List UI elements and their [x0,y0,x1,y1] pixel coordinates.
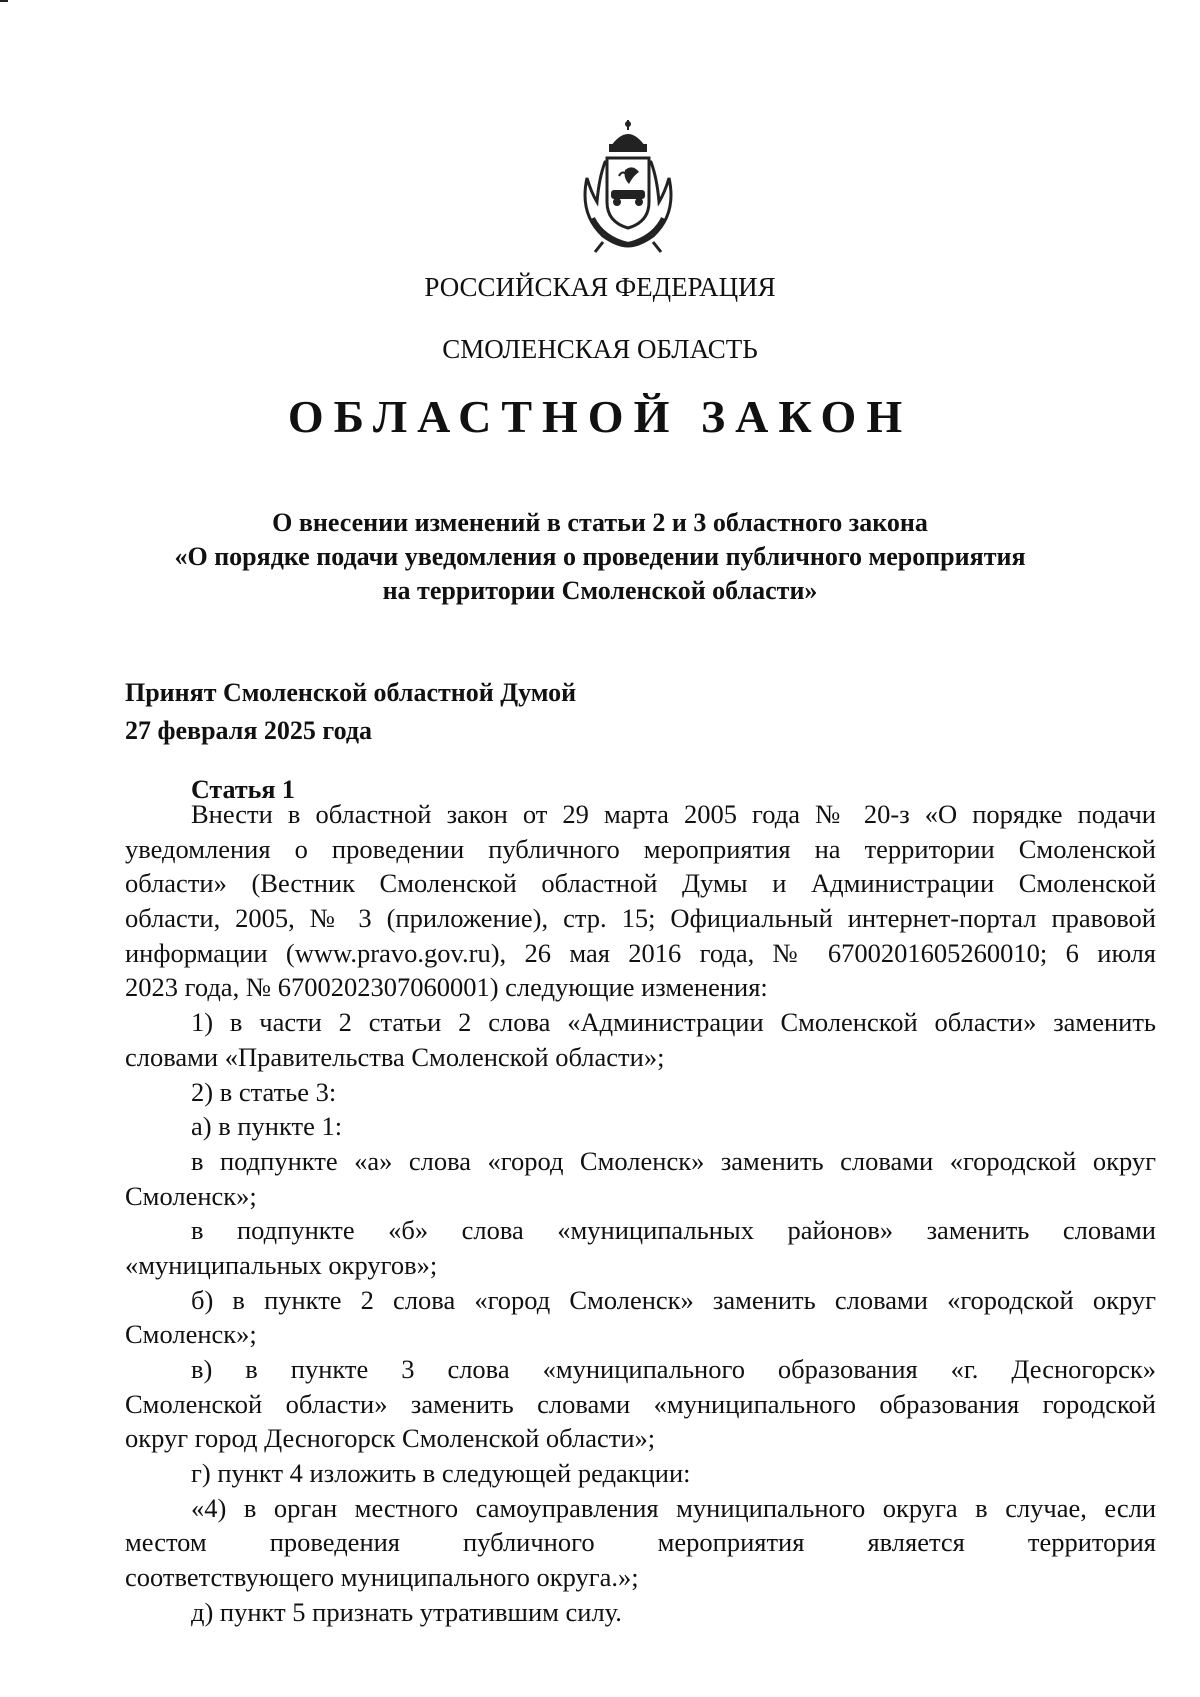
text-line: Внести в областной закон от 29 марта 2005 года № 20-з «О порядке подачи [191,799,1156,829]
text-line: уведомления о проведении публичного мероприятия на территории Смоленской [125,833,1156,864]
text-line: информации (www.pravo.gov.ru), 26 мая 2016 года, № 6700201605260010; 6 июля [125,937,1156,968]
coat-of-arms-icon [573,118,683,254]
text-line: 1) в части 2 статьи 2 слова «Администрации Смоленской области» заменить [191,1007,1156,1038]
country-name: РОССИЙСКАЯ ФЕДЕРАЦИЯ [424,272,776,302]
text-line: в подпункте «б» слова «муниципальных районов» заменить словами [191,1215,1156,1246]
adoption-info [125,674,576,750]
text-line: 2023 года, № 6700202307060001) следующие изменения: [125,972,768,1003]
law-subject [0,506,1200,608]
text-line: области» (Вестник Смоленской областной Думы и Администрации Смоленской [125,868,1156,899]
text-line: округ город Десногорск Смоленской области»; [125,1423,656,1454]
text-line: 2) в статье 3: [191,1076,337,1107]
subject-line: О внесении изменений в статьи 2 и 3 областного закона [272,508,928,537]
scan-mark [0,0,8,2]
text-line: «муниципальных округов»; [125,1249,438,1280]
subject-line: «О порядке подачи уведомления о проведении публичного мероприятия [174,542,1026,571]
text-line: Смоленской области» заменить словами «муниципального образования городской [125,1388,1156,1419]
text-line: в подпункте «а» слова «город Смоленск» заменить словами «городской округ [191,1145,1156,1176]
text-line: а) в пункте 1: [191,1111,343,1142]
text-line: «4) в орган местного самоуправления муниципального округа в случае, если [191,1492,1156,1523]
text-line: соответствующего муниципального округа.»; [125,1562,639,1593]
subject-line: на территории Смоленской области» [382,576,818,605]
adopted-by: Принят Смоленской областной Думой [125,678,577,707]
text-line: словами «Правительства Смоленской области»; [125,1041,665,1072]
text-line: Смоленск»; [125,1319,257,1350]
adoption-date: 27 февраля 2025 года [125,716,372,745]
text-line: б) в пункте 2 слова «город Смоленск» заменить словами «городской округ [191,1284,1156,1315]
text-line: г) пункт 4 изложить в следующей редакции: [191,1458,691,1489]
text-line: местом проведения публичного мероприятия является территория [125,1527,1156,1558]
article-body [125,797,1156,1630]
region-name: СМОЛЕНСКАЯ ОБЛАСТЬ [442,334,758,364]
document-type-title: ОБЛАСТНОЙ ЗАКОН [287,391,913,442]
text-line: Смоленск»; [125,1180,257,1211]
text-line: д) пункт 5 признать утратившим силу. [191,1596,622,1627]
text-line: в) в пункте 3 слова «муниципального образования «г. Десногорск» [191,1354,1156,1384]
article-heading: Статья 1 [191,775,295,804]
text-line: области, 2005, № 3 (приложение), стр. 15; Официальный интернет-портал правовой [125,903,1156,934]
